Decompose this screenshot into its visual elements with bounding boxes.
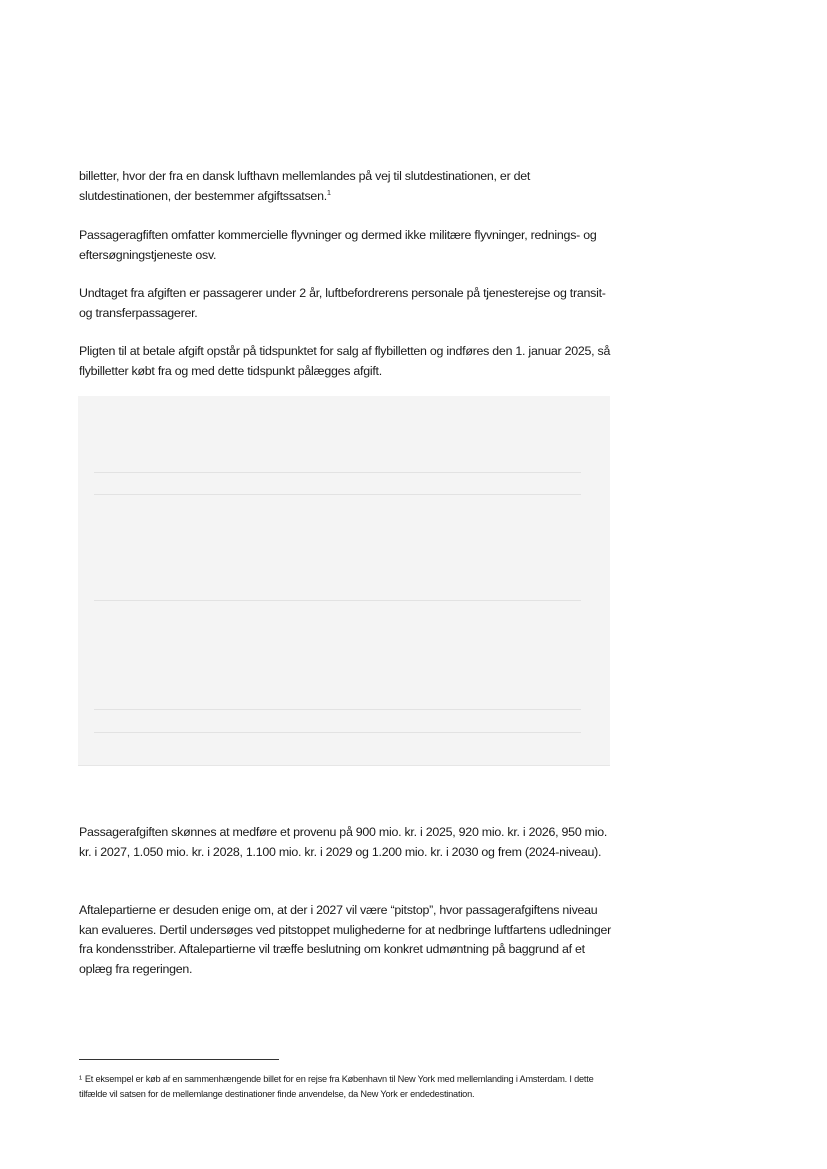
footnote-separator (79, 1059, 279, 1060)
footnote (79, 1072, 614, 1102)
footnote-text: Et eksempel er køb af en sammenhængende billet for en rejse fra København til New York med mellemlanding i Amsterdam. I dette tilfælde vil satsen for de mellemlange destinationer finde anvendelse, da New York er endedestination. (79, 1074, 594, 1099)
table-rule (94, 709, 581, 710)
table-rule (94, 600, 581, 601)
footnote-reference[interactable]: 1 (326, 187, 331, 197)
paragraph-3: Undtaget fra afgiften er passagerer under 2 år, luftbefordrerens personale på tjenesterejse og transit- og transferpassagerer. (79, 286, 606, 320)
paragraph-5: Passagerafgiften skønnes at medføre et provenu på 900 mio. kr. i 2025, 920 mio. kr. i 2026, 950 mio. kr. i 2027, 1.050 mio. kr. i 2028, 1.100 mio. kr. i 2029 og 1.200 mio. kr. i 2030 og frem (2024-niveau). (79, 825, 608, 859)
footnote-mark: ¹ (79, 1074, 82, 1084)
table-rule (94, 732, 581, 733)
paragraph-1-text: billetter, hvor der fra en dansk lufthavn mellemlandes på vej til slutdestinationen, er det slutdestinationen, der bestemmer afgiftssatsen. (79, 169, 531, 203)
paragraph-4: Pligten til at betale afgift opstår på tidspunktet for salg af flybilletten og indføres den 1. januar 2025, så flybilletter købt fra og med dette tidspunkt pålægges afgift. (79, 344, 611, 378)
table-rule (94, 472, 581, 473)
table-rule (94, 494, 581, 495)
paragraph-2: Passageragfiften omfatter kommercielle flyvninger og dermed ikke militære flyvninger, rednings- og eftersøgningstjeneste osv. (79, 228, 597, 262)
boxed-table-area (78, 396, 610, 766)
paragraph-1 (79, 167, 614, 206)
paragraph-6: Aftalepartierne er desuden enige om, at der i 2027 vil være “pitstop”, hvor passagerafgiftens niveau kan evalueres. Dertil undersøges ved pitstoppet mulighederne for at nedbringe luftfartens udledninger fra kondensstriber. Aftalepartierne vil træffe beslutning om konkret udmøntning på baggrund af et oplæg fra regeringen. (79, 903, 611, 976)
